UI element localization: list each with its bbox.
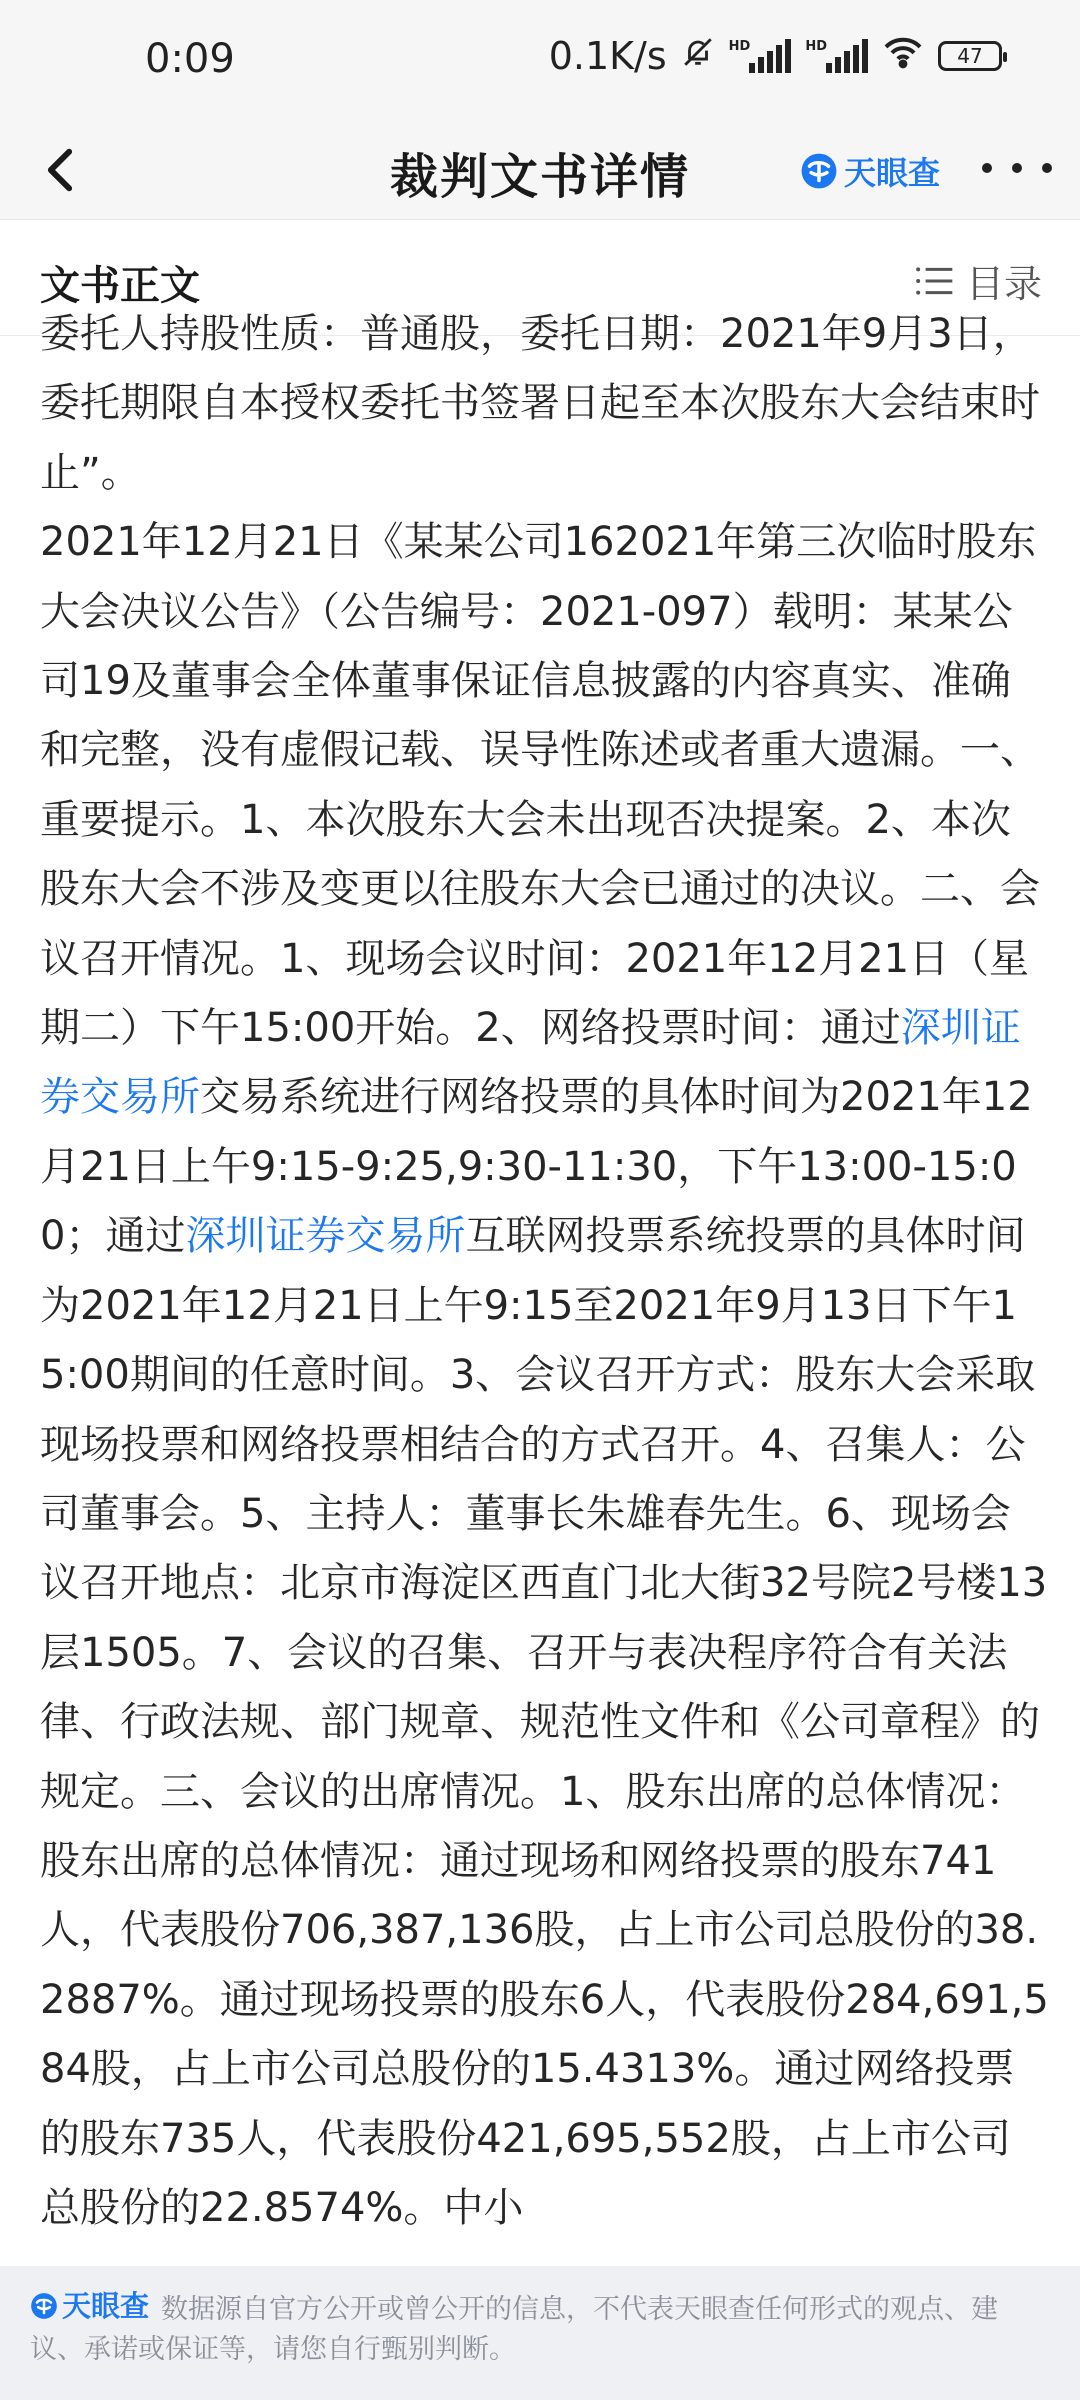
paragraph-text: 2021年12月21日《某某公司162021年第三次临时股东大会决议公告》（公告编号：2021-097）载明：某某公司19及董事会全体董事保证信息披露的内容真实、准确和完整，没有虚假记载、误导性陈述或者重大遗漏。一、重要提示。1、本次股东大会未出现否决提案。2、本次股东大会不涉及变更以往股东大会已通过的决议。二、会议召开情况。1、现场会议时间：2021年12月21日（星期二）下午15:00开始。2、网络投票时间：通过 [40, 519, 1040, 1052]
status-time: 0:09 [145, 36, 235, 82]
battery-icon [938, 41, 1002, 71]
more-dot-icon [982, 163, 992, 173]
brand-logo[interactable] [800, 148, 940, 194]
nav-bar [0, 118, 1080, 220]
paragraph [40, 508, 1050, 2243]
cell-signal-2-icon: HD [805, 39, 868, 73]
page-title: 裁判文书详情 [389, 149, 690, 205]
wifi-icon [882, 34, 924, 78]
entity-link-szse[interactable]: 深圳证券交易所 [185, 1213, 466, 1260]
tianyancha-logo-icon [30, 2292, 58, 2320]
tianyancha-logo-icon [800, 152, 838, 190]
list-icon [914, 264, 954, 298]
status-bar [0, 0, 1080, 118]
disclaimer-footer [0, 2266, 1080, 2400]
more-dot-icon [1012, 163, 1022, 173]
disclaimer-brand-name: 天眼查 [62, 2289, 150, 2323]
paragraph: 委托人持股性质：普通股，委托日期：2021年9月3日，委托期限自本授权委托书签署日起至本次股东大会结束时止”。 [40, 311, 1040, 496]
brand-name: 天眼查 [844, 154, 941, 192]
more-options-button[interactable] [982, 148, 1052, 188]
section-title: 文书正文 [40, 263, 200, 309]
cell-signal-1-icon: HD [729, 39, 792, 73]
more-dot-icon [1042, 163, 1052, 173]
network-speed: 0.1K/s [548, 34, 667, 78]
toc-label: 目录 [965, 262, 1042, 306]
document-body[interactable] [0, 311, 1080, 2266]
status-icons [549, 34, 1002, 78]
disclaimer-brand [30, 2286, 149, 2326]
mute-bell-icon [681, 34, 715, 78]
document-text [40, 300, 1050, 2243]
battery-level: 47 [957, 44, 983, 68]
paragraph-text: 交易系统进行网络投票的具体时间为2021年12月21日上午9:15-9:25,9:30-11:30，下午13:00-15:00；通过 [40, 1074, 1033, 1260]
entity-link-szse[interactable]: 深圳证券交易所 [40, 1005, 1021, 1121]
paragraph-text: 互联网投票系统投票的具体时间为2021年12月21日上午9:15至2021年9月13日下午15:00期间的任意时间。3、会议召开方式：股东大会采取现场投票和网络投票相结合的方式召开。4、召集人：公司董事会。5、主持人：董事长朱雄春先生。6、现场会议召开地点：北京市海淀区西直门北大街32号院2号楼13层1505。7、会议的召集、召开与表决程序符合有关法律、行政法规、部门规章、规范性文件和《公司章程》的规定。三、会议的出席情况。1、股东出席的总体情况：股东出席的总体情况：通过现场和网络投票的股东741人，代表股份706,387,136股，占上市公司总股份的38.2887%。通过现场投票的股东6人，代表股份284,691,584股，占上市公司总股份的15.4313%。通过网络投票的股东735人，代表股份421,695,552股，占上市公司总股份的22.8574%。中小 [40, 1213, 1049, 2231]
disclaimer-text: 数据源自官方公开或曾公开的信息，不代表天眼查任何形式的观点、建议、承诺或保证等，请您自行甄别判断。 [30, 2294, 999, 2365]
